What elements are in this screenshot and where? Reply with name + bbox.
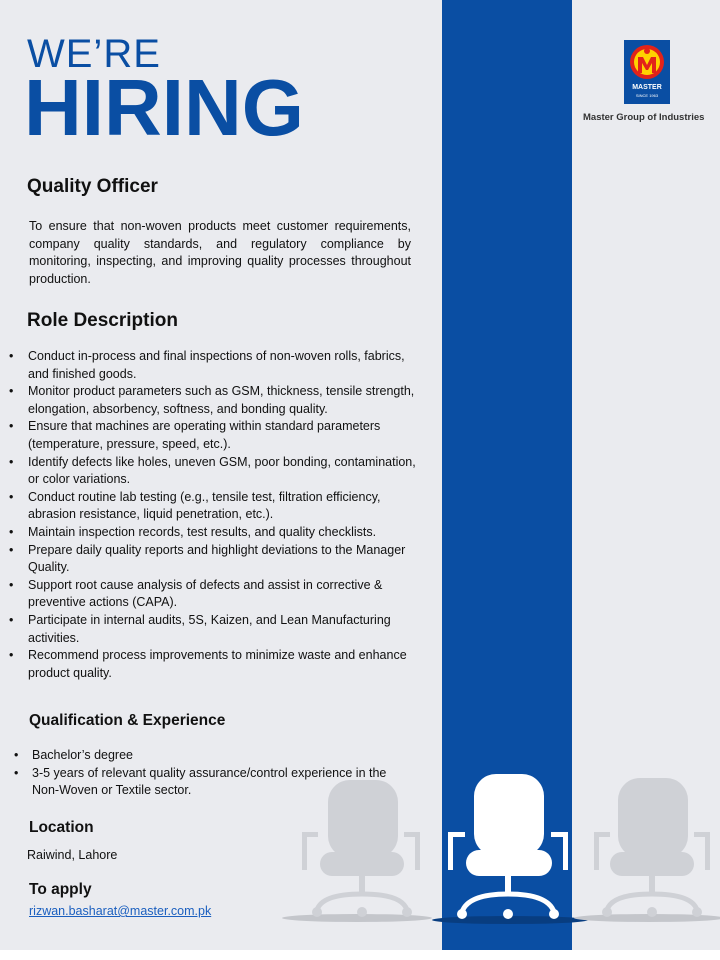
headline-hiring: HIRING <box>24 63 304 152</box>
role-heading: Role Description <box>27 310 178 331</box>
list-item: • Recommend process improvements to minimize waste and enhance product quality. <box>28 647 428 682</box>
qualification-heading: Qualification & Experience <box>29 712 226 729</box>
job-summary: To ensure that non-woven products meet customer requirements, company quality standards, and regulatory compliance by monitoring, inspecting, and improving quality processes throughout production. <box>29 219 411 287</box>
location-value: Raiwind, Lahore <box>27 848 118 862</box>
list-item: • Prepare daily quality reports and highlight deviations to the Manager Quality. <box>28 542 428 577</box>
headline-were: WE’RE <box>27 32 161 76</box>
role-list <box>28 348 428 682</box>
chair-icon <box>282 770 442 930</box>
apply-email-link[interactable]: rizwan.basharat@master.com.pk <box>29 904 212 918</box>
logo-since: SINCE 1963 <box>635 93 659 98</box>
list-item: • Conduct routine lab testing (e.g., tensile test, filtration efficiency, abrasion resistance, liquid penetration, etc.). <box>28 489 428 524</box>
list-item: • Participate in internal audits, 5S, Kaizen, and Lean Manufacturing activities. <box>28 612 428 647</box>
location-heading: Location <box>29 819 94 836</box>
master-logo-icon <box>624 40 670 104</box>
list-item: • Conduct in-process and final inspections of non-woven rolls, fabrics, and finished goods. <box>28 348 428 383</box>
chair-icon <box>574 770 720 930</box>
list-item: • Identify defects like holes, uneven GSM, poor bonding, contamination, or color variations. <box>28 454 428 489</box>
list-item: • Bachelor’s degree <box>32 747 412 765</box>
list-item: • 3-5 years of relevant quality assurance/control experience in the Non-Woven or Textile sector. <box>32 765 412 800</box>
list-item: • Support root cause analysis of defects and assist in corrective & preventive actions (CAPA). <box>28 577 428 612</box>
list-item: • Monitor product parameters such as GSM, thickness, tensile strength, elongation, absorbency, softness, and bonding quality. <box>28 383 428 418</box>
list-item: • Ensure that machines are operating within standard parameters (temperature, pressure, speed, etc.). <box>28 418 428 453</box>
apply-heading: To apply <box>29 881 92 898</box>
chair-icon <box>430 766 590 930</box>
list-item: • Maintain inspection records, test results, and quality checklists. <box>28 524 428 542</box>
logo-text: MASTER <box>632 84 662 91</box>
company-name: Master Group of Industries <box>583 112 705 123</box>
job-title: Quality Officer <box>27 176 158 197</box>
